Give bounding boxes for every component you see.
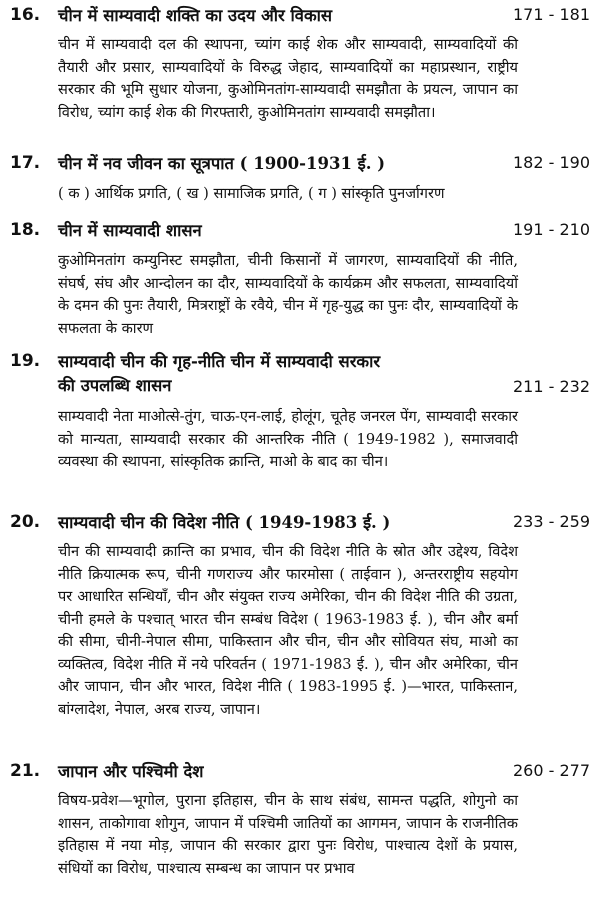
entry-title: साम्यवादी चीन की विदेश नीति ( 1949-1983 ई. ) — [58, 513, 391, 532]
entry-number: 21. — [10, 761, 41, 781]
entry-page-range: 260 - 277 — [512, 761, 590, 780]
entry-page-range: 191 - 210 — [512, 220, 590, 239]
entry-description: चीन में साम्यवादी दल की स्थापना, च्यांग काई शेक और साम्यवादी, साम्यवादियों की तैयारी और प्रसार, साम्यवादियों के विरुद्ध जेहाद, साम्यवादियों का महाप्रस्थान, राष्ट्रीय सरकार की भूमि सुधार योजना, कुओमिनतांग-साम्यवादी समझौता के प्रयत्न, जापान का विरोध, च्यांग काई शेक की गिरफ्तारी, कुओमिनतांग साम्यवादी समझौता। — [58, 36, 518, 121]
entry-title: जापान और पश्चिमी देश — [58, 762, 204, 781]
entry-title: चीन में साम्यवादी शासन — [58, 221, 202, 240]
entry-description: साम्यवादी नेता माओत्से-तुंग, चाऊ-एन-लाई, होलूंग, चूतेह जनरल पेंग, साम्यवादी सरकार को मान्यता, साम्यवादी सरकार की आन्तरिक नीति ( 1949-1982 ), समाजवादी व्यवस्था की स्थापना, सांस्कृतिक क्रान्ति, माओ के बाद का चीन। — [58, 408, 518, 470]
entry-number: 20. — [10, 512, 41, 532]
entry-description: चीन की साम्यवादी क्रान्ति का प्रभाव, चीन की विदेश नीति के स्रोत और उद्देश्य, विदेश नीति क्रियात्मक रूप, चीनी गणराज्य और फारमोसा ( ताईवान ), अन्तरराष्ट्रीय सहयोग पर आधारित सन्धियाँ, चीन और संयुक्त राज्य अमेरिका, चीन की विदेश नीति की उग्रता, चीनी हमले के पश्चात् भारत चीन सम्बंध विदेश ( 1963-1983 ई. ), चीन और बर्मा की सीमा, चीनी-नेपाल सीमा, पाकिस्तान और चीन, चीन और सोवियत संघ, माओ का व्यक्तित्व, विदेश नीति में नये परिवर्तन ( 1971-1983 ई. ), चीन और अमेरिका, चीन और जापान, चीन और भारत, विदेश नीति ( 1983-1995 ई. )—भारत, पाकिस्तान, बांग्लादेश, नेपाल, अरब राज्य, जापान। — [58, 543, 518, 718]
entry-title: चीन में नव जीवन का सूत्रपात ( 1900-1931 ई. ) — [58, 154, 386, 173]
entry-description: ( क ) आर्थिक प्रगति, ( ख ) सामाजिक प्रगति, ( ग ) सांस्कृति पुनर्जागरण — [58, 185, 445, 202]
entry-description: विषय-प्रवेश—भूगोल, पुराना इतिहास, चीन के साथ संबंध, सामन्त पद्धति, शोगुनो का शासन, ताकोगावा शोगुन, जापान में पश्चिमी जातियों का आगमन, जापान के राजनीतिक इतिहास में नया मोड़, जापान की सरकार द्वारा पुनः विरोध, पाश्चात्य देशों के प्रयास, संधियों का विरोध, पाश्चात्य सम्बन्ध का जापान पर प्रभाव — [58, 792, 518, 877]
entry-page-range: 182 - 190 — [512, 153, 590, 172]
entry-page-range: 171 - 181 — [512, 5, 590, 24]
entry-page-range: 233 - 259 — [512, 512, 590, 531]
entry-page-range: 211 - 232 — [512, 377, 590, 396]
entry-description: कुओमिनतांग कम्युनिस्ट समझौता, चीनी किसानों में जागरण, साम्यवादियों की नीति, संघर्ष, संघ और आन्दोलन का दौर, साम्यवादियों के कार्यक्रम और सफलता, साम्यवादियों के दमन की पुनः तैयारी, मित्रराष्ट्रों के रवैये, चीन में गृह-युद्ध का पुनः दौर, साम्यवादियों के सफलता के कारण — [58, 252, 518, 337]
entry-number: 16. — [10, 5, 41, 25]
entry-title: साम्यवादी चीन की गृह-नीति चीन में साम्यवादी सरकार की उपलब्धि शासन — [58, 352, 381, 395]
entry-number: 18. — [10, 220, 41, 240]
entry-title: चीन में साम्यवादी शक्ति का उदय और विकास — [58, 6, 333, 25]
entry-number: 17. — [10, 153, 41, 173]
entry-number: 19. — [10, 351, 41, 371]
